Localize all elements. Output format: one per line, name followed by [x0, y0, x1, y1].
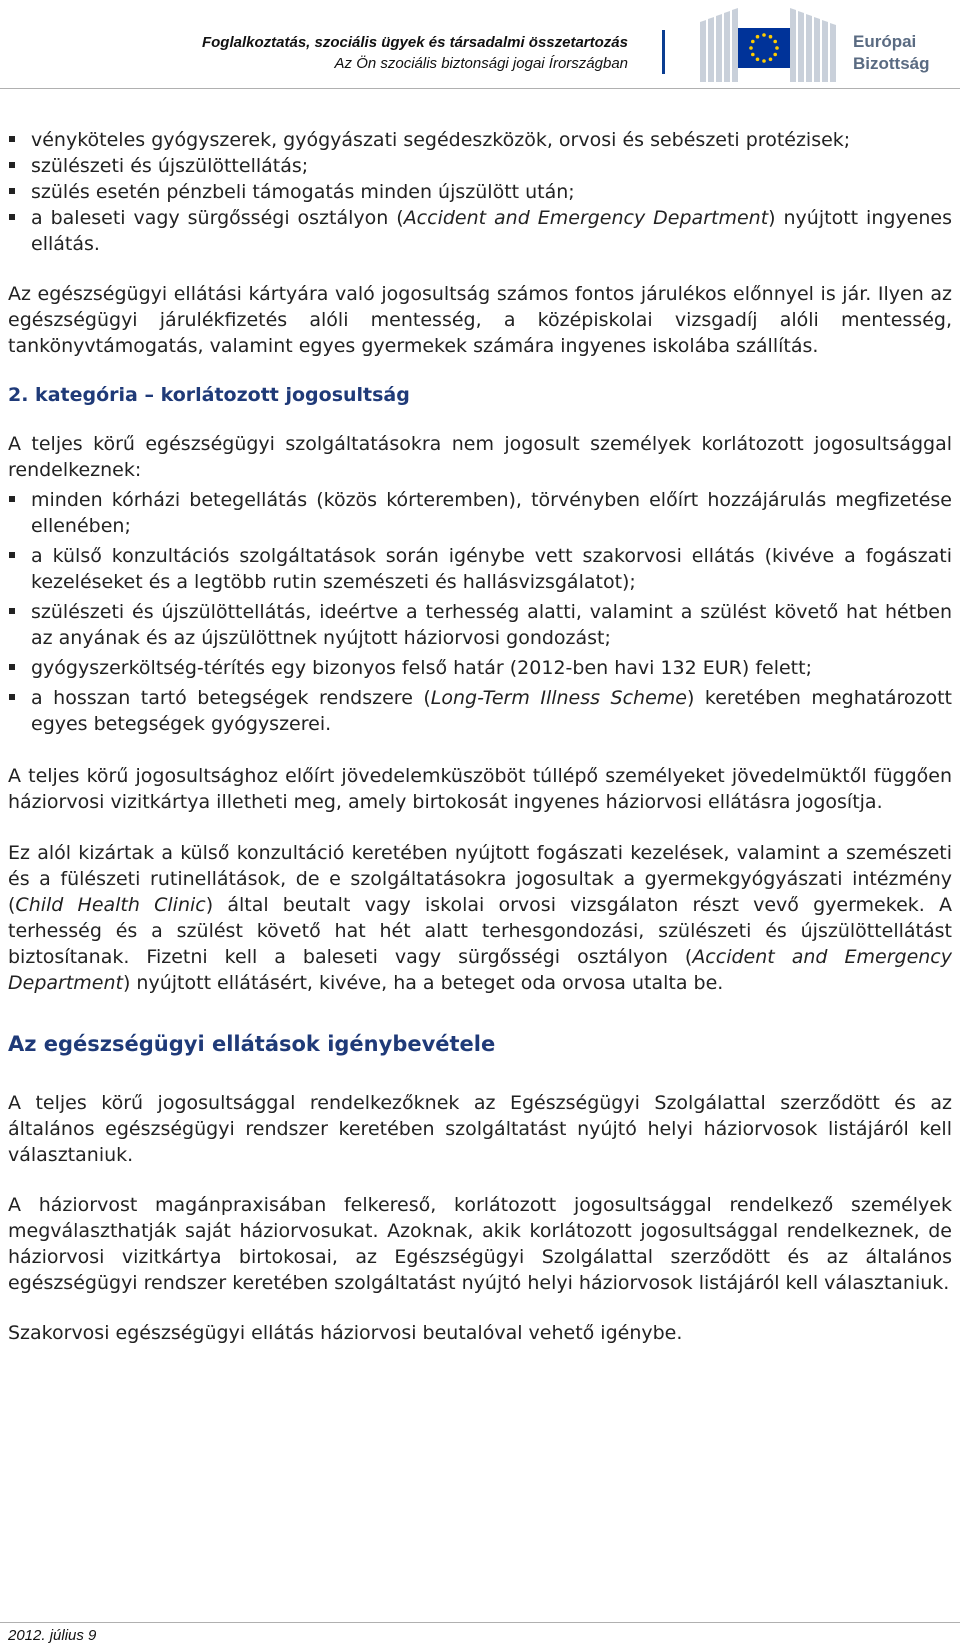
paragraph-limited-intro: A teljes körű egészségügyi szolgáltatásokra nem jogosult személyek korlátozott jogosultsággal rendelkeznek:: [8, 433, 952, 481]
bullet-icon: [9, 214, 15, 220]
bullet-icon: [9, 552, 15, 558]
bullet-icon: [9, 664, 15, 670]
list-item: szülészeti és újszülöttellátás, ideértve a terhesség alatti, valamint a szülést követő hat hétben az anyának és az újszülöttnek nyújtott háziorvosi gondozást;: [8, 599, 952, 651]
bullet-icon: [9, 608, 15, 614]
page-header: [0, 0, 960, 92]
bullet-icon: [9, 496, 15, 502]
document-body: [8, 127, 952, 1346]
wordmark-line1: Európai: [853, 32, 917, 51]
subheading-category-2: 2. kategória – korlátozott jogosultság: [8, 384, 410, 406]
footer-divider: [0, 1622, 960, 1623]
header-separator: [662, 30, 665, 74]
paragraph-limited-entitlement-gp: A háziorvost magánpraxisában felkereső, korlátozott jogosultsággal rendelkező személyek megválaszthatják saját háziorvosukat. Azoknak, akik korlátozott jogosultsággal rendelkeznek, de háziorvosi vizitkártya birtokosai, az Egészségügyi Szolgálattal szerződött és az általános egészségügyi rendszer keretében szolgáltatást nyújtó helyi háziorvosok listájáról kell választaniuk.: [8, 1194, 952, 1294]
wordmark-line2: Bizottság: [853, 54, 930, 73]
header-title: Foglalkoztatás, szociális ügyek és társadalmi összetartozás: [201, 34, 628, 51]
bullet-icon: [9, 188, 15, 194]
list-item: a baleseti vagy sürgősségi osztályon (Accident and Emergency Department) nyújtott ingyenes ellátás.: [8, 205, 952, 257]
page-footer: 2012. július 9: [8, 1627, 97, 1644]
paragraph-exclusions: Ez alól kizártak a külső konzultáció keretében nyújtott fogászati kezelések, valamint a szemészeti és a fülészeti rutinellátások, de e szolgáltatásokra jogosultak a gyermekgyógyászati intézmény (Child Health Clinic) által beutalt vagy iskolai orvosi vizsgálaton részt vevő gyermekek. A terhesség és a szülést követő hat hét alatt terhesgondozási, szülészeti és újszülöttellátást biztosítanak. Fizetni kell a baleseti vagy sürgősségi osztályon (Accident and Emergency Department) nyújtott ellátásért, kivéve, ha a beteget oda orvosa utalta be.: [8, 842, 953, 994]
bullet-icon: [9, 136, 15, 142]
list-item: a hosszan tartó betegségek rendszere (Long-Term Illness Scheme) keretében meghatározott egyes betegségek gyógyszerei.: [8, 685, 952, 737]
benefits-list-2: [8, 487, 952, 737]
list-item: minden kórházi betegellátás (közös kórteremben), törvényben előírt hozzájárulás megfizetése ellenében;: [8, 487, 952, 539]
paragraph-specialist-referral: Szakorvosi egészségügyi ellátás háziorvosi beutalóval vehető igénybe.: [8, 1322, 683, 1344]
list-item: gyógyszerköltség-térítés egy bizonyos felső határ (2012-ben havi 132 EUR) felett;: [8, 655, 952, 681]
bullet-icon: [9, 162, 15, 168]
list-item: a külső konzultációs szolgáltatások során igénybe vett szakorvosi ellátás (kivéve a fogászati kezeléseket és a legtöbb rutin szemészeti és hallásvizsgálatot);: [8, 543, 952, 595]
benefits-list-1: [8, 127, 952, 257]
section-title: Az egészségügyi ellátások igénybevétele: [8, 1032, 496, 1056]
paragraph-gp-visit-card: A teljes körű jogosultsághoz előírt jövedelemküszöböt túllépő személyeket jövedelmüktől függően háziorvosi vizitkártya illetheti meg, amely birtokosát ingyenes háziorvosi ellátásra jogosítja.: [8, 765, 952, 813]
bullet-icon: [9, 694, 15, 700]
eu-commission-wordmark: [853, 31, 930, 75]
header-subtitle: Az Ön szociális biztonsági jogai Írországban: [334, 55, 628, 72]
paragraph-full-entitlement-gp: A teljes körű jogosultsággal rendelkezőknek az Egészségügyi Szolgálattal szerződött és az általános egészségügyi rendszer keretében szolgáltatást nyújtó helyi háziorvosok listájáról kell választaniuk.: [8, 1092, 952, 1166]
list-item: szülészeti és újszülöttellátás;: [8, 153, 952, 179]
list-item: vényköteles gyógyszerek, gyógyászati segédeszközök, orvosi és sebészeti protézisek;: [8, 127, 952, 153]
header-divider: [0, 88, 960, 89]
list-item: szülés esetén pénzbeli támogatás minden újszülött után;: [8, 179, 952, 205]
paragraph-card-benefits: Az egészségügyi ellátási kártyára való jogosultság számos fontos járulékos előnnyel is jár. Ilyen az egészségügyi járulékfizetés alóli mentesség, a középiskolai vizsgadíj alóli mentesség, tankönyvtámogatás, valamint egyes gyermekek számára ingyenes iskolába szállítás.: [8, 283, 952, 357]
